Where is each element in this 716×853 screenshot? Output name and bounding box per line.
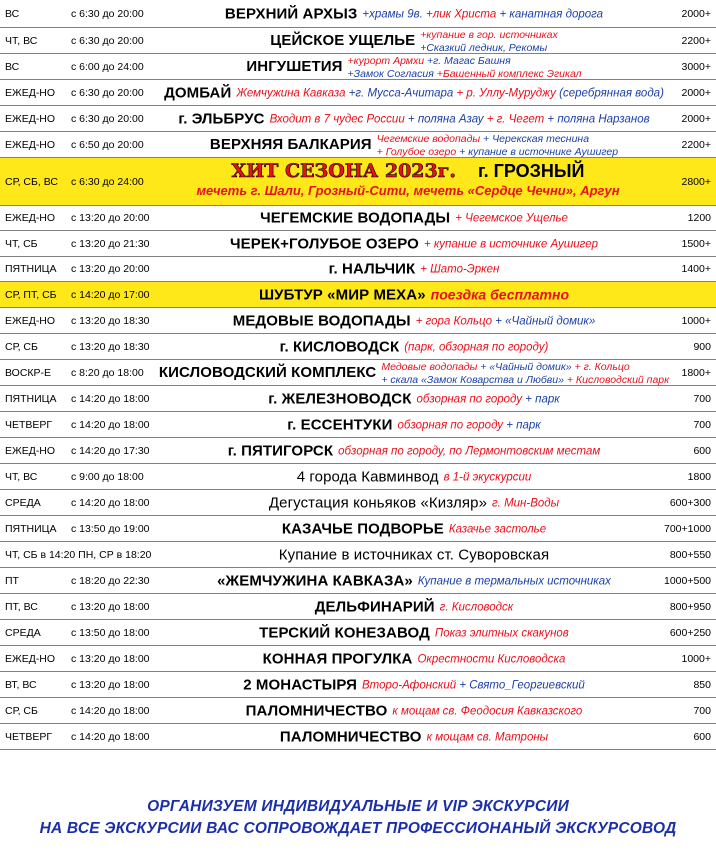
row-price: 600 (693, 730, 711, 743)
row-price: 850 (693, 678, 711, 691)
row-note (377, 132, 618, 158)
row-title: ЧЕРЕК+ГОЛУБОЕ ОЗЕРО (229, 235, 419, 252)
note-segment: + парк (525, 393, 560, 405)
row-note (435, 626, 569, 639)
row-price: 600+300 (669, 496, 711, 509)
note-segment: +храмы 9в. (362, 8, 426, 20)
row-content (150, 598, 678, 615)
row-time: с 13:20 до 20:00 (71, 263, 150, 275)
row-days: ПТ, ВС (5, 600, 38, 613)
row-content (150, 312, 678, 329)
schedule-row (0, 568, 716, 594)
row-days: ЕЖЕД-НО (5, 652, 56, 665)
schedule-row (0, 516, 716, 542)
row-content (150, 390, 678, 407)
row-days: ПТ (5, 574, 19, 587)
note-segment: + купание в источнике Аушигер (423, 238, 599, 250)
row-title: ВЕРХНЯЯ БАЛКАРИЯ (209, 136, 372, 153)
row-note (430, 286, 569, 302)
row-time: с 6:00 до 24:00 (71, 60, 144, 73)
row-title: г. НАЛЬЧИК (328, 260, 416, 278)
note-line (420, 263, 499, 276)
row-price: 1500+ (681, 237, 711, 250)
row-days: ВТ, ВС (5, 678, 37, 691)
note-segment: + скала «Замок Коварства и Любви» (381, 373, 567, 386)
note-segment: +Замок Согласия (347, 67, 437, 80)
schedule-row (0, 620, 716, 646)
note-segment: + р. Уллу-Муруджу (456, 87, 560, 99)
row-days: ЧЕТВЕРГ (5, 730, 53, 743)
row-title: ТЕРСКИЙ КОНЕЗАВОД (259, 624, 430, 641)
row-days: ВС (5, 7, 20, 20)
hit-top-line (150, 160, 666, 182)
row-note (416, 392, 559, 405)
row-title: 2 МОНАСТЫРЯ (243, 676, 357, 693)
row-days: СР, СБ (5, 340, 38, 353)
row-price: 800+950 (669, 600, 711, 613)
note-segment: + парк (506, 419, 541, 431)
row-content (150, 110, 678, 127)
row-days: СР, СБ (5, 704, 38, 717)
row-title: ЧЕГЕМСКИЕ ВОДОПАДЫ (260, 209, 451, 227)
row-time: с 6:30 до 20:00 (71, 86, 144, 99)
row-content (150, 210, 678, 227)
schedule-row (0, 54, 716, 80)
hit-subtitle: мечеть г. Шали, Грозный-Сити, мечеть «Сердце Чечни», Аргун (196, 183, 620, 198)
note-line (444, 470, 532, 483)
footer-line-guide: НА ВСЕ ЭКСКУРСИИ ВАС СОПРОВОЖДАЕТ ПРОФЕССИОНАНЫЙ ЭКСКУРСОВОД (39, 820, 677, 837)
note-segment: Казачье застолье (448, 523, 547, 535)
note-segment: +купание в гор. источниках (420, 28, 558, 41)
note-segment: + «Чайный домик» (480, 360, 575, 373)
row-title: ПАЛОМНИЧЕСТВО (279, 728, 422, 745)
note-segment: + Чегемское Ущелье (455, 212, 568, 225)
row-title: ВЕРХНИЙ АРХЫЗ (224, 5, 358, 22)
row-time: с 13:20 до 18:00 (71, 600, 150, 613)
note-line (435, 626, 569, 639)
row-price: 1800+ (681, 366, 711, 379)
row-content (150, 624, 678, 641)
row-days: ПЯТНИЦА (5, 522, 57, 535)
row-note (348, 54, 582, 80)
row-price: 2200+ (681, 138, 711, 151)
row-note (420, 28, 558, 54)
note-segment: обзорная по городу (416, 393, 526, 405)
note-segment: + Кисловодский парк (566, 373, 670, 386)
row-title: МЕДОВЫЕ ВОДОПАДЫ (232, 312, 411, 329)
row-price: 1000+ (681, 314, 711, 327)
row-note (420, 263, 499, 276)
hit-block (150, 160, 666, 203)
note-segment: + Черекская теснина (483, 132, 590, 145)
footer (0, 790, 716, 853)
row-content (150, 728, 678, 745)
schedule-row (0, 438, 716, 464)
note-segment: в 1-й экускурсии (443, 471, 532, 483)
row-time: с 14:20 до 18:00 (71, 496, 150, 509)
hit-season-badge: ХИТ СЕЗОНА 2023г. (231, 160, 456, 182)
row-days: СРЕДА (5, 626, 41, 639)
note-segment: + гора Кольцо (415, 315, 496, 327)
note-segment: + Голубое озеро (376, 145, 460, 158)
row-days: ЕЖЕД-НО (5, 212, 56, 224)
row-time: с 6:30 до 24:00 (71, 175, 144, 188)
row-note (424, 237, 598, 250)
schedule-row (0, 360, 716, 386)
note-segment: + Шато-Эркен (420, 263, 500, 276)
row-note (418, 574, 611, 587)
row-time: с 14:20 до 18:00 (71, 730, 150, 743)
row-time: с 13:20 до 18:00 (71, 652, 150, 665)
note-line (424, 237, 598, 250)
note-segment: (серебрянная вода) (559, 87, 664, 99)
row-content (150, 132, 678, 158)
row-content (150, 416, 678, 433)
row-days: ЧТ, СБ в 14:20 ПН, СР в 18:20 (5, 548, 152, 561)
row-time: с 6:30 до 20:00 (71, 34, 144, 47)
row-title: КОННАЯ ПРОГУЛКА (262, 650, 413, 667)
row-content (150, 360, 678, 386)
row-content (150, 235, 678, 252)
row-title: Купание в источниках ст. Суворовская (278, 546, 550, 563)
note-line (455, 212, 568, 225)
note-line (348, 54, 582, 67)
note-line (348, 67, 582, 80)
note-segment: Купание в термальных источниках (417, 575, 611, 587)
note-segment: + поляна Нарзанов (547, 113, 650, 125)
row-price: 2000+ (681, 7, 711, 20)
schedule-row (0, 132, 716, 158)
row-title: ШУБТУР «МИР МЕХА» (258, 286, 426, 303)
row-price: 700 (693, 392, 711, 405)
row-note (449, 522, 546, 535)
row-time: с 14:20 до 17:00 (71, 288, 150, 301)
row-time: с 8:20 до 18:00 (71, 366, 144, 379)
row-note (236, 86, 664, 99)
note-segment: Чегемские водопады (376, 132, 484, 145)
row-time: с 13:20 до 18:30 (71, 314, 150, 327)
note-line (381, 360, 669, 373)
row-note (338, 444, 600, 457)
note-line (416, 392, 559, 405)
row-note (444, 470, 532, 483)
schedule-row (0, 724, 716, 750)
row-content (150, 442, 678, 459)
row-price: 1000+500 (663, 574, 711, 587)
row-time: с 6:30 до 20:00 (71, 112, 144, 125)
note-line (418, 574, 611, 587)
row-note (404, 340, 548, 353)
note-segment: + поляна Азау (407, 113, 487, 125)
note-segment: +г. Мусса-Ачитара (348, 87, 457, 99)
note-segment: к мощам св. Матроны (426, 731, 549, 743)
note-line (420, 41, 558, 54)
note-line (416, 314, 596, 327)
row-time: с 13:50 до 18:00 (71, 626, 150, 639)
row-title: ПАЛОМНИЧЕСТВО (245, 702, 388, 719)
row-time: с 14:20 до 17:30 (71, 444, 150, 457)
row-note (381, 360, 669, 386)
schedule-row (0, 594, 716, 620)
row-content (150, 494, 678, 511)
note-segment: поездка бесплатно (430, 286, 569, 302)
row-time: с 18:20 до 22:30 (71, 574, 150, 587)
row-note (416, 314, 596, 327)
row-time: с 13:20 до 20:00 (71, 212, 150, 224)
row-time: с 6:30 до 20:00 (71, 7, 144, 20)
row-days: СРЕДА (5, 496, 41, 509)
note-segment: Входит в 7 чудес России (269, 113, 408, 125)
note-line (427, 730, 549, 743)
row-price: 600 (693, 444, 711, 457)
row-note (270, 112, 650, 125)
row-days: ЕЖЕД-НО (5, 138, 56, 151)
row-days: ЧЕТВЕРГ (5, 418, 53, 431)
schedule-row (0, 308, 716, 334)
row-content (150, 650, 678, 667)
note-line (377, 145, 618, 158)
note-segment: г. Мин-Воды (492, 497, 560, 509)
footer-line-vip: ОРГАНИЗУЕМ ИНДИВИДУАЛЬНЫЕ И VIP ЭКСКУРСИИ (147, 798, 569, 815)
note-segment: + Свято_Георгиевский (459, 679, 585, 691)
row-content (150, 286, 678, 303)
row-days: СР, СБ, ВС (5, 175, 58, 188)
row-price: 1800 (687, 470, 711, 483)
row-title: ЦЕЙСКОЕ УЩЕЛЬЕ (270, 32, 416, 49)
note-segment: +г. Магас Башня (427, 54, 511, 67)
row-note (492, 496, 559, 509)
row-price: 1400+ (681, 263, 711, 275)
row-content (150, 572, 678, 589)
row-title: ДОМБАЙ (164, 84, 232, 101)
schedule-row (0, 386, 716, 412)
note-segment: Окрестности Кисловодска (417, 653, 566, 665)
note-segment: + купание в источнике Аушигер (459, 145, 619, 158)
row-price: 800+550 (669, 548, 711, 561)
note-line (381, 373, 669, 386)
row-price: 1200 (687, 212, 711, 224)
note-line (377, 132, 618, 145)
row-days: ПЯТНИЦА (5, 263, 57, 275)
note-line (397, 418, 540, 431)
row-content (150, 261, 678, 278)
row-price: 700+1000 (663, 522, 711, 535)
row-title: г. ЕССЕНТУКИ (287, 416, 393, 433)
row-days: ЧТ, ВС (5, 34, 38, 47)
row-title: КИСЛОВОДСКИЙ КОМПЛЕКС (158, 364, 377, 381)
row-note (440, 600, 514, 613)
schedule-row (0, 464, 716, 490)
schedule-row (0, 672, 716, 698)
schedule-row (0, 206, 716, 231)
row-price: 600+250 (669, 626, 711, 639)
note-segment: + г. Кольцо (574, 360, 630, 373)
row-content (150, 546, 678, 563)
row-days: ЧТ, ВС (5, 470, 38, 483)
note-line (270, 112, 650, 125)
row-content (150, 28, 678, 54)
note-line (449, 522, 546, 535)
row-title: КАЗАЧЬЕ ПОДВОРЬЕ (281, 520, 444, 537)
note-segment: + г. Чегет (486, 113, 548, 125)
note-line (420, 28, 558, 41)
row-price: 3000+ (681, 60, 711, 73)
row-time: с 6:50 до 20:00 (71, 138, 144, 151)
note-segment: +лик Христа (426, 8, 500, 20)
row-content (150, 702, 678, 719)
note-segment: г. Кисловодск (439, 601, 514, 613)
row-note (427, 730, 549, 743)
note-segment: Медовые водопады (381, 360, 481, 373)
row-days: ВОСКР-Е (5, 366, 52, 379)
note-line (338, 444, 600, 457)
row-days: ЧТ, СБ (5, 237, 38, 250)
row-note (397, 418, 540, 431)
note-segment: (парк, обзорная по городу) (404, 341, 549, 353)
note-line (392, 704, 582, 717)
row-note (417, 652, 565, 665)
row-content (150, 468, 678, 485)
note-segment: Второ-Афонский (362, 679, 460, 691)
note-line (440, 600, 514, 613)
hit-city-title: г. ГРОЗНЫЙ (477, 160, 585, 181)
row-price: 700 (693, 704, 711, 717)
schedule-row (0, 0, 716, 28)
row-note (392, 704, 582, 717)
row-content (150, 84, 678, 101)
row-title: «ЖЕМЧУЖИНА КАВКАЗА» (217, 572, 413, 589)
row-note (362, 678, 585, 691)
row-title: г. ЭЛЬБРУС (178, 110, 265, 127)
row-title: г. ПЯТИГОРСК (227, 442, 334, 459)
row-time: с 14:20 до 18:00 (71, 392, 150, 405)
row-days: ЕЖЕД-НО (5, 112, 56, 125)
row-content (150, 5, 678, 22)
note-segment: +курорт Армхи (347, 54, 427, 67)
note-segment: к мощам св. Феодосия Кавказского (392, 705, 583, 717)
row-time: с 13:20 до 18:00 (71, 678, 150, 691)
schedule-row (0, 28, 716, 54)
row-time: с 14:20 до 18:00 (71, 704, 150, 717)
row-title: г. КИСЛОВОДСК (279, 338, 400, 355)
row-time: с 9:00 до 18:00 (71, 470, 144, 483)
note-segment: + канатная дорога (499, 8, 604, 20)
note-segment: + «Чайный домик» (495, 315, 596, 327)
note-segment: обзорная по городу (397, 419, 507, 431)
row-title: Дегустация коньяков «Кизляр» (268, 494, 488, 511)
schedule-row (0, 257, 716, 282)
schedule-row (0, 231, 716, 257)
schedule-row (0, 80, 716, 106)
schedule-row (0, 106, 716, 132)
row-content (150, 676, 678, 693)
schedule-row (0, 490, 716, 516)
row-price: 2200+ (681, 34, 711, 47)
note-line (492, 496, 559, 509)
note-segment: обзорная по городу, по Лермонтовским местам (338, 445, 601, 457)
note-segment: Показ элитных скакунов (434, 627, 569, 639)
row-price: 2000+ (681, 86, 711, 99)
row-content (150, 338, 678, 355)
row-time: с 13:20 до 21:30 (71, 237, 150, 250)
row-title: ИНГУШЕТИЯ (246, 58, 343, 75)
schedule-row (0, 412, 716, 438)
row-time: с 14:20 до 18:00 (71, 418, 150, 431)
row-price: 700 (693, 418, 711, 431)
row-price: 900 (693, 340, 711, 353)
row-days: ВС (5, 60, 20, 73)
row-days: ЕЖЕД-НО (5, 86, 56, 99)
note-segment: Жемчужина Кавказа (236, 87, 349, 99)
row-content (150, 520, 678, 537)
schedule-row (0, 334, 716, 360)
row-title: 4 города Кавминвод (296, 468, 439, 485)
schedule-row (0, 646, 716, 672)
schedule-row (0, 542, 716, 568)
row-days: ПЯТНИЦА (5, 392, 57, 405)
note-line (236, 86, 664, 99)
note-line (417, 652, 565, 665)
schedule-row (0, 282, 716, 308)
schedule-row (0, 158, 716, 206)
row-price: 2000+ (681, 112, 711, 125)
note-line (362, 678, 585, 691)
row-days: ЕЖЕД-НО (5, 314, 56, 327)
row-content (150, 54, 678, 80)
row-title: г. ЖЕЛЕЗНОВОДСК (268, 390, 412, 407)
schedule-row (0, 698, 716, 724)
note-segment: +Башенный комплекс Эгикал (436, 67, 582, 80)
note-line (430, 286, 569, 302)
row-price: 2800+ (681, 175, 711, 188)
row-title: ДЕЛЬФИНАРИЙ (314, 598, 435, 615)
note-line (404, 340, 548, 353)
note-line (362, 7, 603, 20)
note-segment: +Сказкий ледник, Рекомы (420, 41, 548, 54)
row-time: с 13:20 до 18:30 (71, 340, 150, 353)
row-days: ЕЖЕД-НО (5, 444, 56, 457)
row-note (455, 212, 568, 225)
row-note (362, 7, 603, 20)
row-time: с 13:50 до 19:00 (71, 522, 150, 535)
row-price: 1000+ (681, 652, 711, 665)
row-days: СР, ПТ, СБ (5, 288, 57, 301)
